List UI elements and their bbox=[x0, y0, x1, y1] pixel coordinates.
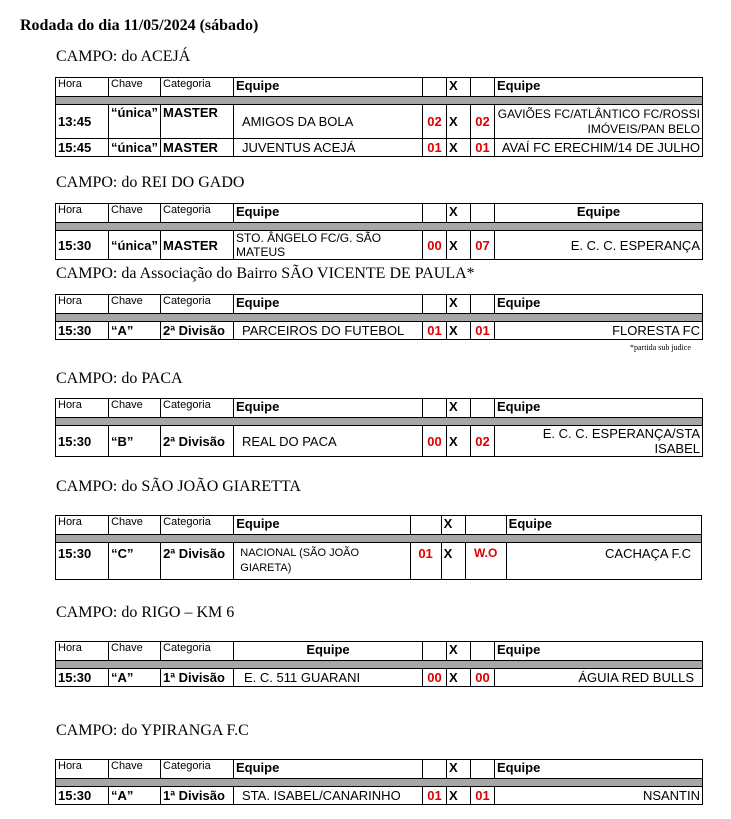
header-x: X bbox=[441, 516, 465, 535]
match-group: “única” bbox=[109, 105, 161, 139]
home-team: E. C. 511 GUARANI bbox=[234, 669, 423, 687]
versus: X bbox=[447, 426, 471, 457]
match-table-aceja bbox=[55, 77, 703, 157]
header-equipe-home: Equipe bbox=[234, 78, 423, 97]
header-chave: Chave bbox=[109, 760, 161, 779]
header-x: X bbox=[447, 78, 471, 97]
table-row bbox=[56, 543, 702, 580]
header-equipe-home: Equipe bbox=[234, 295, 423, 314]
away-score: 02 bbox=[471, 105, 495, 139]
header-categoria: Categoria bbox=[161, 642, 234, 661]
away-team: GAVIÕES FC/ATLÂNTICO FC/ROSSI IMÓVEIS/PAN BELO bbox=[495, 105, 703, 139]
page-title: Rodada do dia 11/05/2024 (sábado) bbox=[20, 17, 259, 34]
match-group: “A” bbox=[109, 322, 161, 340]
match-table-rei-do-gado bbox=[55, 203, 703, 260]
header-hora: Hora bbox=[56, 642, 109, 661]
table-header bbox=[56, 642, 703, 661]
match-table-paca bbox=[55, 398, 703, 457]
header-x: X bbox=[447, 642, 471, 661]
match-table-sao-vicente bbox=[55, 294, 703, 340]
header-equipe-away: Equipe bbox=[495, 78, 703, 97]
table-header bbox=[56, 78, 703, 97]
header-equipe-away: Equipe bbox=[495, 399, 703, 418]
home-team: STA. ISABEL/CANARINHO bbox=[234, 787, 423, 805]
table-header bbox=[56, 204, 703, 223]
away-team: ÁGUIA RED BULLS bbox=[495, 669, 703, 687]
match-table-ypiranga bbox=[55, 759, 703, 805]
table-row bbox=[56, 105, 703, 139]
table-row bbox=[56, 231, 703, 260]
header-hora: Hora bbox=[56, 204, 109, 223]
header-equipe-away: Equipe bbox=[506, 516, 701, 535]
match-group: “única” bbox=[109, 139, 161, 157]
sub-judice-note: *partida sub judice bbox=[630, 343, 691, 352]
field-title-sao-joao: CAMPO: do SÃO JOÃO GIARETTA bbox=[56, 478, 301, 495]
versus: X bbox=[447, 231, 471, 260]
match-time: 15:30 bbox=[56, 669, 109, 687]
home-score: 01 bbox=[410, 543, 441, 580]
versus: X bbox=[441, 543, 465, 580]
away-team: E. C. C. ESPERANÇA bbox=[495, 231, 703, 260]
match-time: 15:30 bbox=[56, 543, 109, 580]
home-score: 01 bbox=[423, 139, 447, 157]
match-time: 15:30 bbox=[56, 322, 109, 340]
home-score: 01 bbox=[423, 322, 447, 340]
field-title-rei-do-gado: CAMPO: do REI DO GADO bbox=[56, 174, 245, 191]
header-categoria: Categoria bbox=[161, 399, 234, 418]
header-categoria: Categoria bbox=[161, 78, 234, 97]
header-hora: Hora bbox=[56, 399, 109, 418]
versus: X bbox=[447, 139, 471, 157]
table-row bbox=[56, 787, 703, 805]
match-time: 15:30 bbox=[56, 787, 109, 805]
match-time: 15:45 bbox=[56, 139, 109, 157]
match-category: 2ª Divisão bbox=[161, 543, 234, 580]
header-equipe-home: Equipe bbox=[234, 204, 423, 223]
match-category: MASTER bbox=[161, 231, 234, 260]
versus: X bbox=[447, 669, 471, 687]
match-category: MASTER bbox=[161, 105, 234, 139]
away-score: 02 bbox=[471, 426, 495, 457]
header-categoria: Categoria bbox=[161, 204, 234, 223]
away-team: AVAÍ FC ERECHIM/14 DE JULHO bbox=[495, 139, 703, 157]
match-category: 2ª Divisão bbox=[161, 322, 234, 340]
header-equipe-away: Equipe bbox=[495, 760, 703, 779]
home-score: 00 bbox=[423, 231, 447, 260]
home-score: 00 bbox=[423, 669, 447, 687]
header-equipe-home: Equipe bbox=[234, 516, 410, 535]
header-hora: Hora bbox=[56, 516, 109, 535]
away-team: CACHAÇA F.C bbox=[506, 543, 701, 580]
versus: X bbox=[447, 105, 471, 139]
match-time: 15:30 bbox=[56, 231, 109, 260]
home-score: 01 bbox=[423, 787, 447, 805]
match-category: MASTER bbox=[161, 139, 234, 157]
away-team: FLORESTA FC bbox=[495, 322, 703, 340]
home-team: AMIGOS DA BOLA bbox=[234, 105, 423, 139]
header-equipe-home: Equipe bbox=[234, 760, 423, 779]
header-equipe-away: Equipe bbox=[495, 204, 703, 223]
versus: X bbox=[447, 322, 471, 340]
match-group: “A” bbox=[109, 669, 161, 687]
header-equipe-home: Equipe bbox=[234, 642, 423, 661]
match-group: “B” bbox=[109, 426, 161, 457]
away-team: E. C. C. ESPERANÇA/STA ISABEL bbox=[495, 426, 703, 457]
table-header bbox=[56, 295, 703, 314]
versus: X bbox=[447, 787, 471, 805]
header-hora: Hora bbox=[56, 760, 109, 779]
away-score: 01 bbox=[471, 787, 495, 805]
match-time: 13:45 bbox=[56, 105, 109, 139]
match-time: 15:30 bbox=[56, 426, 109, 457]
home-score: 02 bbox=[423, 105, 447, 139]
header-x: X bbox=[447, 295, 471, 314]
home-team: PARCEIROS DO FUTEBOL bbox=[234, 322, 423, 340]
table-header bbox=[56, 760, 703, 779]
field-title-sao-vicente: CAMPO: da Associação do Bairro SÃO VICENTE DE PAULA* bbox=[56, 265, 475, 282]
header-chave: Chave bbox=[109, 78, 161, 97]
away-score: 07 bbox=[471, 231, 495, 260]
header-categoria: Categoria bbox=[161, 516, 234, 535]
header-equipe-away: Equipe bbox=[495, 642, 703, 661]
away-team: NSANTIN bbox=[495, 787, 703, 805]
table-row bbox=[56, 669, 703, 687]
home-team: NACIONAL (SÃO JOÃO GIARETA) bbox=[234, 543, 410, 580]
away-score: 01 bbox=[471, 322, 495, 340]
match-category: 1ª Divisão bbox=[161, 669, 234, 687]
away-score: W.O bbox=[465, 543, 506, 580]
header-hora: Hora bbox=[56, 78, 109, 97]
home-team: STO. ÂNGELO FC/G. SÃO MATEUS bbox=[234, 231, 423, 260]
table-row bbox=[56, 139, 703, 157]
home-team: JUVENTUS ACEJÁ bbox=[234, 139, 423, 157]
table-header bbox=[56, 399, 703, 418]
header-chave: Chave bbox=[109, 204, 161, 223]
match-group: “C” bbox=[109, 543, 161, 580]
match-table-rigo bbox=[55, 641, 703, 687]
header-x: X bbox=[447, 204, 471, 223]
header-categoria: Categoria bbox=[161, 760, 234, 779]
header-equipe-away: Equipe bbox=[495, 295, 703, 314]
header-x: X bbox=[447, 760, 471, 779]
header-chave: Chave bbox=[109, 295, 161, 314]
home-team: REAL DO PACA bbox=[234, 426, 423, 457]
field-title-rigo: CAMPO: do RIGO – KM 6 bbox=[56, 604, 235, 621]
table-row bbox=[56, 322, 703, 340]
field-title-ypiranga: CAMPO: do YPIRANGA F.C bbox=[56, 722, 249, 739]
home-score: 00 bbox=[423, 426, 447, 457]
field-title-aceja: CAMPO: do ACEJÁ bbox=[56, 48, 191, 65]
away-score: 01 bbox=[471, 139, 495, 157]
table-header bbox=[56, 516, 702, 535]
field-title-paca: CAMPO: do PACA bbox=[56, 370, 183, 387]
table-row bbox=[56, 426, 703, 457]
header-x: X bbox=[447, 399, 471, 418]
header-hora: Hora bbox=[56, 295, 109, 314]
header-chave: Chave bbox=[109, 516, 161, 535]
match-table-sao-joao bbox=[55, 515, 702, 580]
header-equipe-home: Equipe bbox=[234, 399, 423, 418]
match-category: 2ª Divisão bbox=[161, 426, 234, 457]
away-score: 00 bbox=[471, 669, 495, 687]
header-categoria: Categoria bbox=[161, 295, 234, 314]
header-chave: Chave bbox=[109, 642, 161, 661]
match-group: “A” bbox=[109, 787, 161, 805]
match-category: 1ª Divisão bbox=[161, 787, 234, 805]
header-chave: Chave bbox=[109, 399, 161, 418]
match-group: “única” bbox=[109, 231, 161, 260]
